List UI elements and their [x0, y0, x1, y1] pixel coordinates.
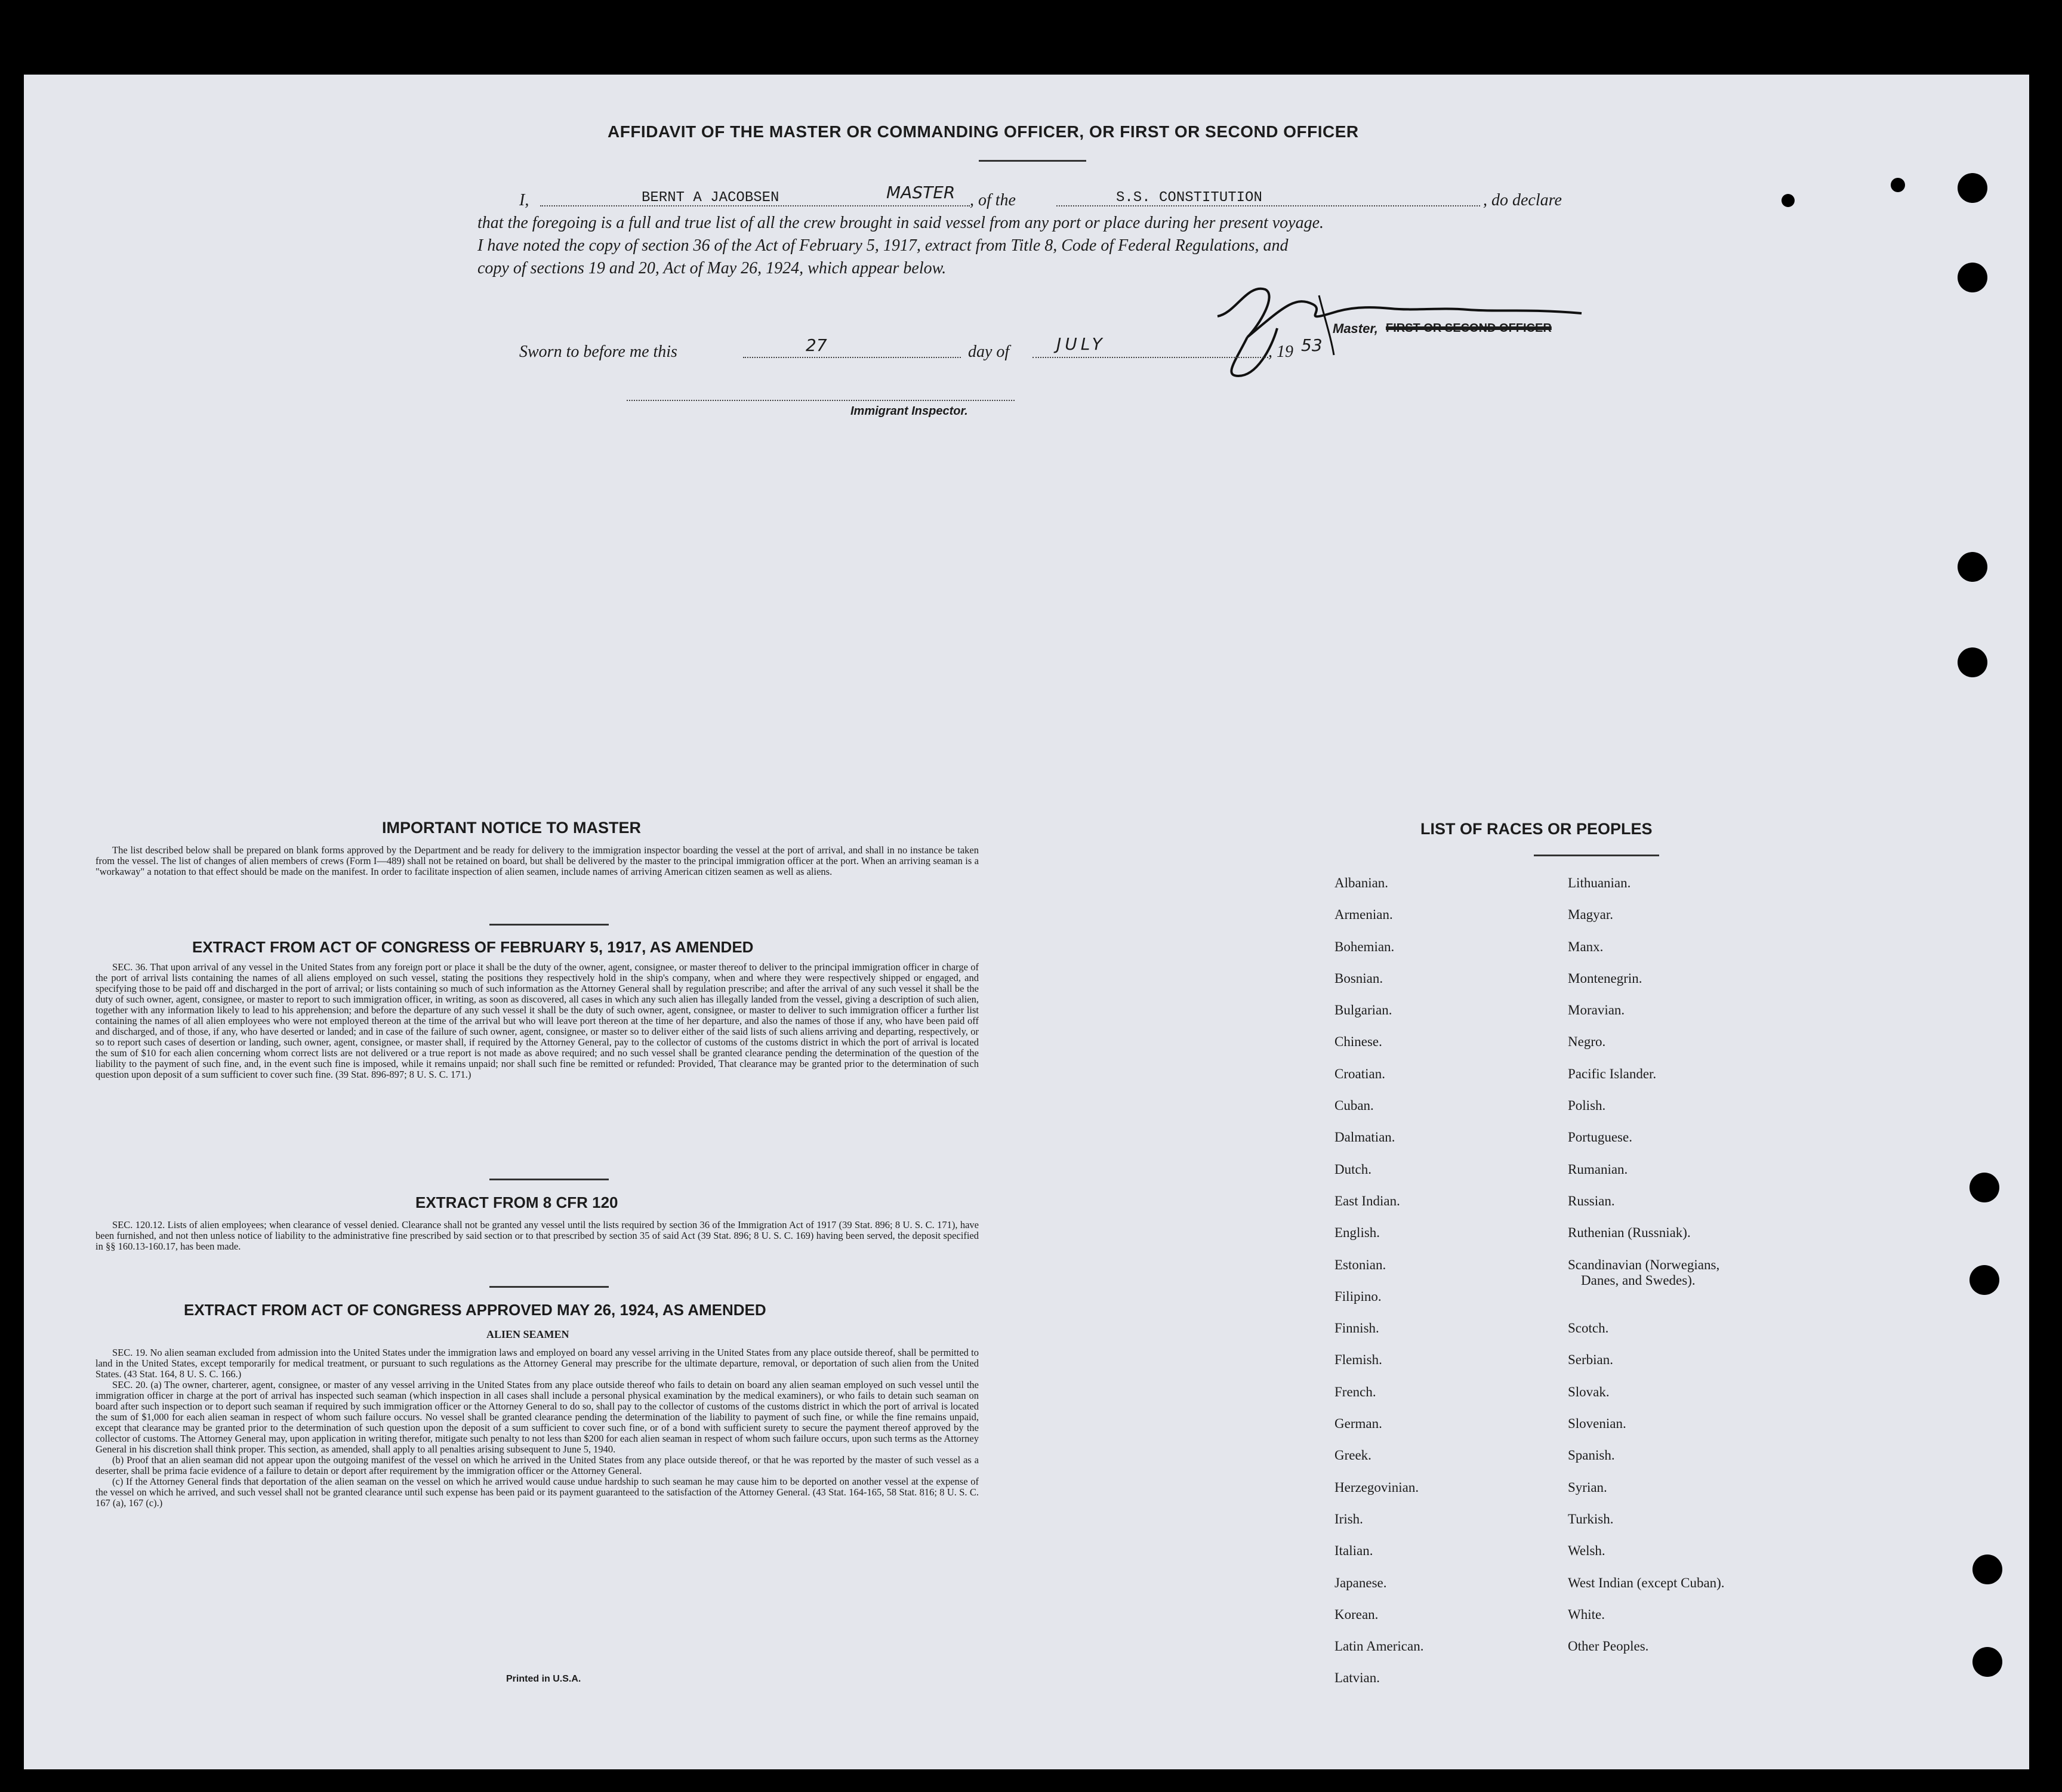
binder-hole — [1969, 1265, 1999, 1295]
binder-hole — [1958, 647, 1987, 677]
binder-hole — [1781, 194, 1795, 207]
affidavit-title: AFFIDAVIT OF THE MASTER OR COMMANDING OFFICER, OR FIRST OR SECOND OFFICER — [608, 122, 1359, 141]
race-item: Estonian. — [1334, 1257, 1386, 1272]
year-prefix-label: , 19 — [1268, 343, 1293, 361]
notice-body — [95, 845, 979, 877]
race-item: Rumanian. — [1568, 1161, 1628, 1177]
race-item: Dalmatian. — [1334, 1130, 1395, 1145]
race-item: Chinese. — [1334, 1034, 1382, 1050]
sworn-label: Sworn to before me this — [519, 343, 677, 361]
race-item: Other Peoples. — [1568, 1639, 1649, 1654]
sec-36-text: SEC. 36. That upon arrival of any vessel in the United States from any foreign port or place it shall be the duty of the owner, agent, consignee, or master thereof to deliver to the principal immigration officer in charge of the port of arrival lists containing the names of all aliens employed on such vessel, stating the positions they respectively hold in the ship's company, when and where they were respectively shipped or engaged, and specifying those to be paid off and discharged in the port of arrival; or lists containing so much of such information as the Attorney General shall by regulation prescribe; and after the arrival of any such vessel it shall be the duty of such owner, agent, consignee, or master to report to such immigration officer, in writing, as soon as discovered, all cases in which any such alien has illegally landed from the vessel, giving a description of such alien, together with any information likely to lead to his apprehension; and before the departure of any such vessel it shall be the duty of such owner, agent, consignee, or master to deliver to such immigration officer a further list containing the names of all alien employees who were not employed thereon at the time of the arrival but who will leave port thereon at the time of her departure, and also the names of those if any, who have been paid off and discharged, and of those, if any, who have deserted or landed; and in case of the failure of such owner, agent, consignee, or master so to deliver either of the said lists of such aliens arriving and departing, respectively, or so to report such cases of desertion or landing, such owner, agent, consignee, or master shall, if required by the Attorney General, pay to the collector of customs of the customs district in which the port of arrival is located the sum of $10 for each alien concerning whom correct lists are not delivered or a true report is not made as above required; and no such vessel shall be granted clearance pending the determination of the question of the liability to the payment of such fine, and, in the event such fine is imposed, while it remains unpaid; nor shall such fine be remitted or refunded: Provided, That clearance may be granted prior to the determination of such question upon deposit of a sum sufficient to cover such fine. (39 Stat. 896-897; 8 U. S. C. 171.) — [95, 961, 979, 1080]
inspector-label: Immigrant Inspector. — [850, 405, 968, 418]
master-title-label: Master, — [1333, 321, 1378, 336]
day-handwritten[interactable]: 27 — [806, 335, 827, 355]
extract-1917-title: EXTRACT FROM ACT OF CONGRESS OF FEBRUARY 5, 1917, AS AMENDED — [192, 938, 754, 956]
race-item: Finnish. — [1334, 1321, 1379, 1336]
race-item: Cuban. — [1334, 1098, 1374, 1114]
race-item: Danes, and Swedes). — [1581, 1272, 1696, 1288]
race-item: Bohemian. — [1334, 939, 1395, 954]
binder-hole — [1958, 552, 1987, 582]
races-column-2 — [1568, 874, 1725, 1668]
year-handwritten[interactable]: 53 — [1301, 335, 1323, 355]
race-item: Herzegovinian. — [1334, 1479, 1419, 1495]
month-line — [1032, 357, 1268, 358]
binder-hole — [1972, 1647, 2002, 1677]
race-item: Magyar. — [1568, 907, 1614, 923]
race-item: Syrian. — [1568, 1479, 1607, 1495]
race-item: Negro. — [1568, 1034, 1606, 1050]
races-title: LIST OF RACES OR PEOPLES — [1420, 820, 1653, 838]
sec-20a-text: SEC. 20. (a) The owner, charterer, agent, consignee, or master of any vessel arriving in the United States from any place outside thereof who fails to detain on board any alien seaman employed on such vessel until the immigration officer in charge at the port of arrival has inspected such seaman (which inspection in all cases shall include a personal physical examination by the medical examiners), or who fails to detain such seaman on board after such inspection or to deport such seaman if required by such immigration officer or the Attorney General to do so, shall pay to the collector of customs of the customs district in which the port of arrival is located the sum of $1,000 for each alien seaman in respect of whom such failure occurs. No vessel shall be granted clearance pending the determination of the liability to payment of such fine, or while the fine remains unpaid, except that clearance may be granted prior to the determination of such question upon the deposit of a sum sufficient to cover such fine, or of a bond with sufficient surety to secure the payment thereof approved by the collector of customs. The Attorney General may, upon application in writing therefor, mitigate such penalty to not less than $200 for each alien seaman in respect of whom such failure occurs, upon such terms as the Attorney General in his discretion shall think proper. This section, as amended, shall apply to all penalties arising subsequent to June 5, 1940. — [95, 1379, 979, 1455]
divider — [979, 160, 1086, 162]
do-declare-label: , do declare — [1483, 191, 1562, 209]
race-item: Dutch. — [1334, 1161, 1371, 1177]
race-item: Serbian. — [1568, 1352, 1614, 1368]
race-item: French. — [1334, 1384, 1376, 1399]
struck-officer-title: FIRST OR SECOND OFFICER — [1386, 322, 1552, 335]
sec-20c-text: (c) If the Attorney General finds that deportation of the alien seaman on the vessel on which he arrived would cause undue hardship to such seaman he may cause him to be deported on another vessel at the expense of the vessel on which he arrived, and such vessel shall not be granted clearance until such expense has been paid or its payment guaranteed to the satisfaction of the Attorney General. (43 Stat. 164-165, 58 Stat. 816; 8 U. S. C. 167 (a), 167 (c).) — [95, 1476, 979, 1509]
of-the-label: , of the — [970, 191, 1016, 209]
race-item: Portuguese. — [1568, 1130, 1632, 1145]
race-item: Scandinavian (Norwegians, — [1568, 1257, 1720, 1272]
race-item: Irish. — [1334, 1511, 1363, 1526]
race-item: Spanish. — [1568, 1448, 1615, 1463]
month-handwritten[interactable]: JULY — [1056, 334, 1106, 354]
race-item: Pacific Islander. — [1568, 1066, 1657, 1081]
day-line — [743, 357, 961, 358]
race-item: Moravian. — [1568, 1003, 1625, 1018]
race-item: Polish. — [1568, 1098, 1606, 1114]
divider — [489, 1286, 609, 1288]
binder-hole — [1969, 1173, 1999, 1202]
race-item: Bulgarian. — [1334, 1003, 1392, 1018]
alien-seamen-subtitle: ALIEN SEAMEN — [486, 1328, 569, 1340]
binder-hole — [1972, 1554, 2002, 1584]
master-name[interactable]: BERNT A JACOBSEN — [642, 190, 779, 206]
extract-1924-title: EXTRACT FROM ACT OF CONGRESS APPROVED MAY 26, 1924, AS AMENDED — [184, 1301, 766, 1319]
race-item: Scotch. — [1568, 1321, 1609, 1336]
race-item: Lithuanian. — [1568, 875, 1631, 890]
role-handwritten[interactable]: MASTER — [886, 183, 956, 202]
race-item: Russian. — [1568, 1193, 1615, 1208]
extract-1917-body — [95, 962, 979, 1080]
affidavit-line-4: copy of sections 19 and 20, Act of May 26, 1924, which appear below. — [477, 259, 947, 277]
race-item: White. — [1568, 1606, 1605, 1622]
race-item: Filipino. — [1334, 1288, 1382, 1304]
race-item: Slovenian. — [1568, 1416, 1626, 1432]
binder-hole — [1958, 263, 1987, 292]
race-item: Italian. — [1334, 1543, 1373, 1559]
race-item: English. — [1334, 1225, 1380, 1241]
sec-19-text: SEC. 19. No alien seaman excluded from admission into the United States under the immigration laws and employed on board any vessel arriving in the United States from any place outside thereof, shall be permitted to land in the United States, except temporarily for medical treatment, or pursuant to such regulations as the Attorney General may prescribe for the ultimate departure, removal, or deportation of such alien from the United States. (43 Stat. 164, 8 U. S. C. 166.) — [95, 1347, 979, 1380]
race-item: Korean. — [1334, 1606, 1379, 1622]
race-item: Bosnian. — [1334, 970, 1383, 986]
race-item: Albanian. — [1334, 875, 1389, 890]
binder-hole — [1891, 178, 1905, 192]
race-item: German. — [1334, 1416, 1382, 1432]
sec-20b-text: (b) Proof that an alien seaman did not appear upon the outgoing manifest of the vessel on which he arrived in the United States from any place outside thereof, or that he was reported by the master of such vessel as a deserter, shall be prima facie evidence of a failure to detain or deport after requirement by the immigration officer or the Attorney General. — [95, 1454, 979, 1476]
affidavit-i: I, — [519, 191, 529, 209]
form-sheet — [24, 75, 2029, 1769]
races-column-1 — [1334, 874, 1423, 1701]
inspector-line — [627, 400, 1015, 401]
day-of-label: day of — [968, 343, 1010, 361]
sec-120-12-text: SEC. 120.12. Lists of alien employees; when clearance of vessel denied. Clearance shall not be granted any vessel until the lists required by section 36 of the Immigration Act of 1917 (39 Stat. 896; 8 U. S. C. 171), have been furnished, and not then unless notice of liability to the administrative fine prescribed by said section or to that prescribed by section 35 of said Act (39 Stat. 896; 8 U. S. C. 169) having been served, the deposit specified in §§ 160.13-160.17, has been made. — [95, 1219, 979, 1252]
affidavit-line-3: I have noted the copy of section 36 of the Act of February 5, 1917, extract from Title 8, Code of Federal Regulations, and — [477, 236, 1289, 255]
cfr-title: EXTRACT FROM 8 CFR 120 — [415, 1193, 618, 1211]
divider — [1534, 855, 1659, 856]
race-item: Welsh. — [1568, 1543, 1605, 1559]
race-item: Turkish. — [1568, 1511, 1614, 1526]
race-item: Latin American. — [1334, 1639, 1424, 1654]
race-item: Ruthenian (Russniak). — [1568, 1225, 1691, 1241]
binder-hole — [1958, 173, 1987, 203]
affidavit-line-2: that the foregoing is a full and true list of all the crew brought in said vessel from any port or place during her present voyage. — [477, 214, 1324, 232]
divider — [489, 1179, 609, 1180]
cfr-body — [95, 1220, 979, 1252]
race-item: Flemish. — [1334, 1352, 1382, 1368]
race-item: Croatian. — [1334, 1066, 1385, 1081]
race-item: East Indian. — [1334, 1193, 1400, 1208]
printed-in-usa: Printed in U.S.A. — [506, 1674, 581, 1684]
notice-title: IMPORTANT NOTICE TO MASTER — [382, 819, 641, 837]
race-item: Greek. — [1334, 1448, 1371, 1463]
race-item: Manx. — [1568, 939, 1604, 954]
race-item: Montenegrin. — [1568, 970, 1642, 986]
notice-text: The list described below shall be prepared on blank forms approved by the Department and be ready for delivery to the immigration inspector boarding the vessel at the port of arrival, and shall in no instance be taken from the vessel. The list of changes of alien members of crews (Form I—489) shall not be retained on board, but shall be delivered by the master to the principal immigration officer at the port. When an arriving seaman is a "workaway" a notation to that effect should be made on the manifest. In order to facilitate inspection of alien seamen, include names of arriving American citizen seamen as well as aliens. — [95, 844, 979, 877]
race-item: Japanese. — [1334, 1575, 1387, 1590]
race-item: Armenian. — [1334, 907, 1393, 923]
race-item: Slovak. — [1568, 1384, 1610, 1399]
race-item: Latvian. — [1334, 1670, 1380, 1686]
vessel-name[interactable]: S.S. CONSTITUTION — [1116, 190, 1262, 206]
race-item: West Indian (except Cuban). — [1568, 1575, 1725, 1590]
divider — [489, 924, 609, 926]
extract-1924-body — [95, 1347, 979, 1509]
